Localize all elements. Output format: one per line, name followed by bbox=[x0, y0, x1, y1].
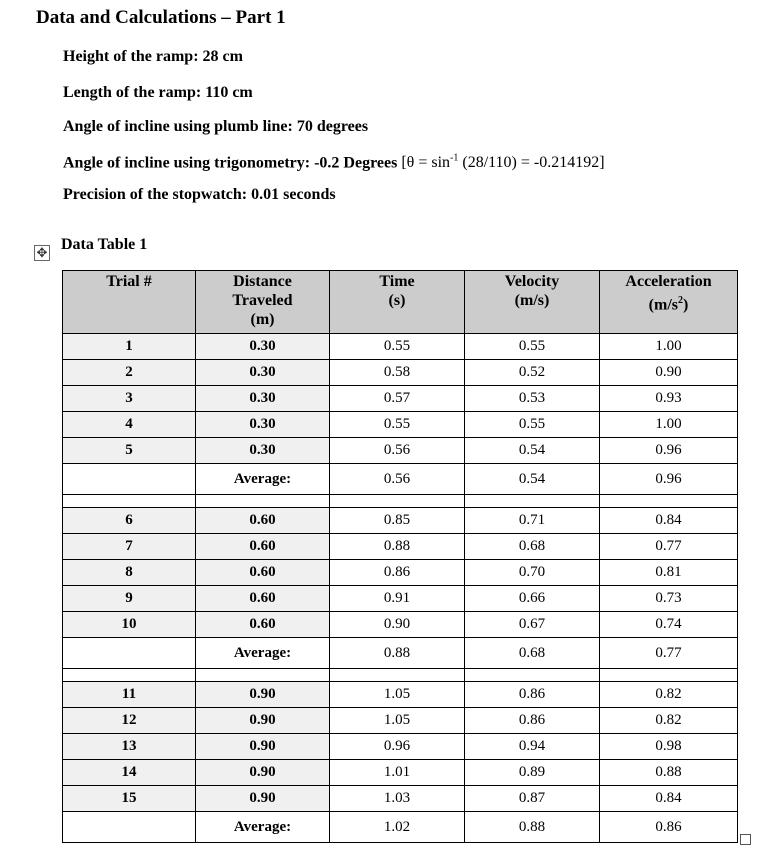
acceleration-cell: 0.82 bbox=[600, 708, 738, 734]
table-row bbox=[63, 682, 738, 708]
header-acceleration: Acceleration $(m/s^2)$ bbox=[600, 271, 738, 334]
table-header-row bbox=[63, 271, 738, 334]
average-velocity: 0.68 bbox=[465, 638, 600, 669]
table-row bbox=[63, 334, 738, 360]
trial-cell: 9 bbox=[63, 586, 196, 612]
header-distance: Distance Traveled (m) bbox=[196, 271, 330, 334]
time-cell: 0.57 bbox=[330, 386, 465, 412]
trial-cell: 5 bbox=[63, 438, 196, 464]
acceleration-cell: 0.88 bbox=[600, 760, 738, 786]
table-body bbox=[63, 334, 738, 843]
trial-cell: 8 bbox=[63, 560, 196, 586]
acceleration-cell: 0.90 bbox=[600, 360, 738, 386]
average-label: Average: bbox=[196, 812, 330, 843]
angle-trig-label: Angle of incline using trigonometry: -0.2 Degrees bbox=[63, 154, 398, 172]
table-row bbox=[63, 412, 738, 438]
data-table bbox=[62, 270, 738, 843]
table-row bbox=[63, 708, 738, 734]
time-cell: 0.86 bbox=[330, 560, 465, 586]
header-time: Time (s) bbox=[330, 271, 465, 334]
velocity-cell: 0.54 bbox=[465, 438, 600, 464]
distance-cell: 0.30 bbox=[196, 438, 330, 464]
header-trial: Trial # bbox=[63, 271, 196, 334]
distance-cell: 0.30 bbox=[196, 334, 330, 360]
velocity-cell: 0.66 bbox=[465, 586, 600, 612]
average-acceleration: 0.86 bbox=[600, 812, 738, 843]
spacer-cell bbox=[196, 669, 330, 682]
distance-cell: 0.30 bbox=[196, 360, 330, 386]
acceleration-cell: 0.77 bbox=[600, 534, 738, 560]
acceleration-cell: 1.00 bbox=[600, 412, 738, 438]
table-row bbox=[63, 734, 738, 760]
table-row bbox=[63, 786, 738, 812]
trial-cell: 12 bbox=[63, 708, 196, 734]
average-row bbox=[63, 638, 738, 669]
acceleration-cell: 0.98 bbox=[600, 734, 738, 760]
average-velocity: 0.54 bbox=[465, 464, 600, 495]
distance-cell: 0.60 bbox=[196, 534, 330, 560]
spacer-cell bbox=[330, 495, 465, 508]
average-time: 1.02 bbox=[330, 812, 465, 843]
table-row bbox=[63, 438, 738, 464]
average-empty-cell bbox=[63, 812, 196, 843]
trial-cell: 15 bbox=[63, 786, 196, 812]
trial-cell: 10 bbox=[63, 612, 196, 638]
velocity-cell: 0.52 bbox=[465, 360, 600, 386]
spacer-cell bbox=[196, 495, 330, 508]
time-cell: 1.03 bbox=[330, 786, 465, 812]
table-row bbox=[63, 386, 738, 412]
acceleration-cell: 0.93 bbox=[600, 386, 738, 412]
time-cell: 0.90 bbox=[330, 612, 465, 638]
distance-cell: 0.30 bbox=[196, 412, 330, 438]
spacer-cell bbox=[465, 495, 600, 508]
table-row bbox=[63, 360, 738, 386]
spacer-cell bbox=[63, 669, 196, 682]
table-row bbox=[63, 534, 738, 560]
table-row bbox=[63, 612, 738, 638]
time-cell: 0.55 bbox=[330, 412, 465, 438]
stopwatch-precision: Precision of the stopwatch: 0.01 seconds bbox=[63, 186, 336, 203]
acceleration-cell: 0.96 bbox=[600, 438, 738, 464]
trial-cell: 2 bbox=[63, 360, 196, 386]
distance-cell: 0.60 bbox=[196, 586, 330, 612]
velocity-cell: 0.53 bbox=[465, 386, 600, 412]
time-cell: 0.58 bbox=[330, 360, 465, 386]
time-cell: 0.56 bbox=[330, 438, 465, 464]
time-cell: 0.91 bbox=[330, 586, 465, 612]
acceleration-cell: 0.81 bbox=[600, 560, 738, 586]
ramp-height: Height of the ramp: 28 cm bbox=[63, 48, 243, 65]
time-cell: 0.55 bbox=[330, 334, 465, 360]
distance-cell: 0.60 bbox=[196, 612, 330, 638]
average-time: 0.88 bbox=[330, 638, 465, 669]
distance-cell: 0.60 bbox=[196, 508, 330, 534]
trial-cell: 4 bbox=[63, 412, 196, 438]
acceleration-cell: 0.84 bbox=[600, 508, 738, 534]
acceleration-cell: 0.82 bbox=[600, 682, 738, 708]
spacer-cell bbox=[600, 495, 738, 508]
average-velocity: 0.88 bbox=[465, 812, 600, 843]
average-time: 0.56 bbox=[330, 464, 465, 495]
average-acceleration: 0.96 bbox=[600, 464, 738, 495]
velocity-cell: 0.71 bbox=[465, 508, 600, 534]
acceleration-cell: 0.73 bbox=[600, 586, 738, 612]
velocity-cell: 0.68 bbox=[465, 534, 600, 560]
velocity-cell: 0.55 bbox=[465, 334, 600, 360]
distance-cell: 0.90 bbox=[196, 682, 330, 708]
angle-trig-formula: $[\theta = \sin^{-1} (28/110) = -0.214192]$ bbox=[401, 153, 605, 172]
distance-cell: 0.90 bbox=[196, 734, 330, 760]
header-velocity: Velocity (m/s) bbox=[465, 271, 600, 334]
trial-cell: 1 bbox=[63, 334, 196, 360]
velocity-cell: 0.86 bbox=[465, 708, 600, 734]
table-row bbox=[63, 560, 738, 586]
ramp-length: Length of the ramp: 110 cm bbox=[63, 84, 253, 101]
table-caption: Data Table 1 bbox=[61, 236, 148, 253]
time-cell: 0.85 bbox=[330, 508, 465, 534]
angle-plumb-line: Angle of incline using plumb line: 70 degrees bbox=[63, 118, 369, 135]
velocity-cell: 0.67 bbox=[465, 612, 600, 638]
average-empty-cell bbox=[63, 638, 196, 669]
spacer-cell bbox=[600, 669, 738, 682]
table-row bbox=[63, 760, 738, 786]
acceleration-cell: 1.00 bbox=[600, 334, 738, 360]
time-cell: 0.88 bbox=[330, 534, 465, 560]
trial-cell: 11 bbox=[63, 682, 196, 708]
distance-cell: 0.60 bbox=[196, 560, 330, 586]
average-row bbox=[63, 812, 738, 843]
time-cell: 1.05 bbox=[330, 682, 465, 708]
distance-cell: 0.30 bbox=[196, 386, 330, 412]
velocity-cell: 0.55 bbox=[465, 412, 600, 438]
trial-cell: 3 bbox=[63, 386, 196, 412]
trial-cell: 7 bbox=[63, 534, 196, 560]
distance-cell: 0.90 bbox=[196, 760, 330, 786]
velocity-cell: 0.87 bbox=[465, 786, 600, 812]
distance-cell: 0.90 bbox=[196, 708, 330, 734]
trial-cell: 13 bbox=[63, 734, 196, 760]
average-label: Average: bbox=[196, 638, 330, 669]
spacer-row bbox=[63, 495, 738, 508]
table-row bbox=[63, 586, 738, 612]
spacer-row bbox=[63, 669, 738, 682]
spacer-cell bbox=[330, 669, 465, 682]
average-acceleration: 0.77 bbox=[600, 638, 738, 669]
time-cell: 0.96 bbox=[330, 734, 465, 760]
spacer-cell bbox=[465, 669, 600, 682]
trial-cell: 6 bbox=[63, 508, 196, 534]
velocity-cell: 0.86 bbox=[465, 682, 600, 708]
acceleration-cell: 0.74 bbox=[600, 612, 738, 638]
average-label: Average: bbox=[196, 464, 330, 495]
resize-handle-icon[interactable] bbox=[740, 834, 751, 845]
table-row bbox=[63, 508, 738, 534]
velocity-cell: 0.94 bbox=[465, 734, 600, 760]
move-arrows-icon[interactable]: ✥ bbox=[34, 245, 50, 261]
average-row bbox=[63, 464, 738, 495]
acceleration-cell: 0.84 bbox=[600, 786, 738, 812]
angle-trigonometry bbox=[63, 153, 605, 172]
section-title: Data and Calculations – Part 1 bbox=[36, 7, 286, 28]
spacer-cell bbox=[63, 495, 196, 508]
velocity-cell: 0.89 bbox=[465, 760, 600, 786]
trial-cell: 14 bbox=[63, 760, 196, 786]
average-empty-cell bbox=[63, 464, 196, 495]
distance-cell: 0.90 bbox=[196, 786, 330, 812]
velocity-cell: 0.70 bbox=[465, 560, 600, 586]
time-cell: 1.05 bbox=[330, 708, 465, 734]
time-cell: 1.01 bbox=[330, 760, 465, 786]
